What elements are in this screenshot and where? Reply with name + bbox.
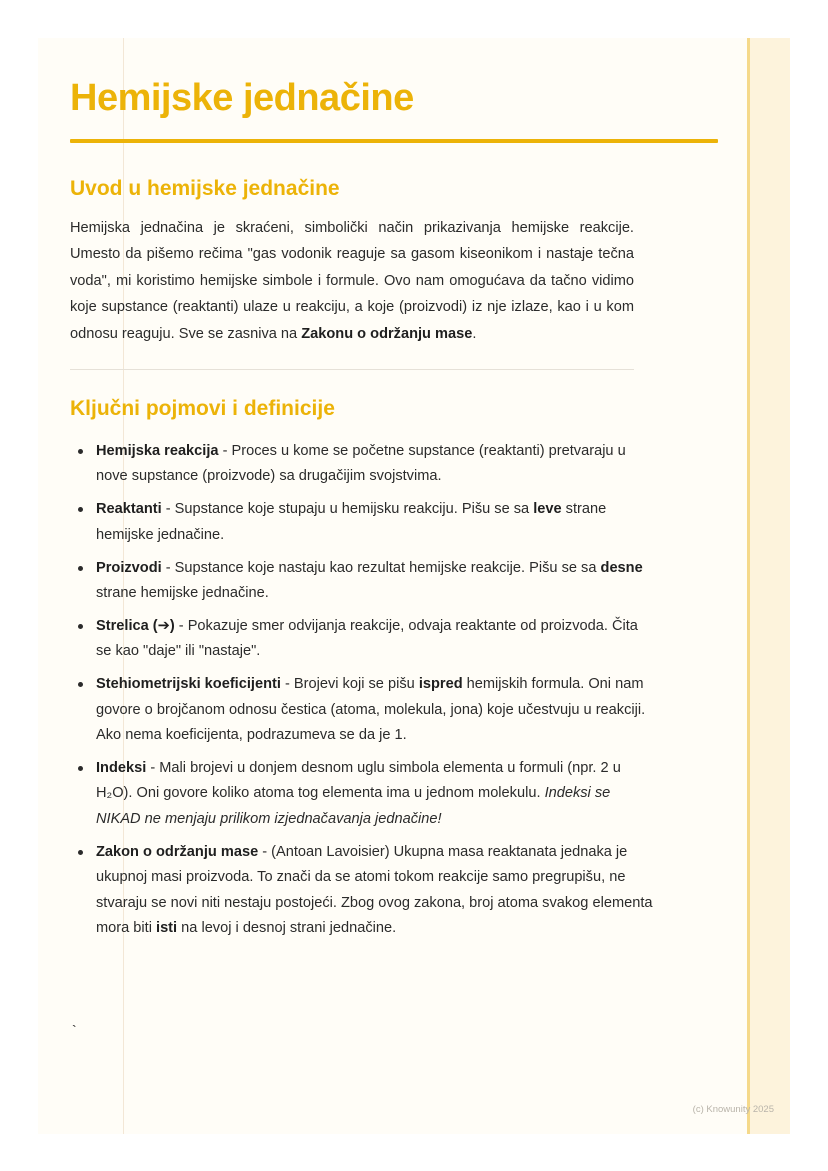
- list-item: [96, 556, 656, 607]
- term: Stehiometrijski koeficijenti: [96, 676, 281, 693]
- term: Hemijska reakcija: [96, 443, 219, 460]
- definition-bold: ispred: [418, 676, 463, 693]
- definition: - Mali brojevi u donjem desnom uglu simbola elementa u formuli (npr. 2 u H₂O). Oni govore koliko atoma tog elementa ima u jednom molekulu.: [96, 760, 621, 802]
- page-title: Hemijske jednačine: [70, 77, 414, 119]
- intro-bold-law: Zakonu o održanju mase: [301, 325, 473, 342]
- list-item: [96, 840, 656, 942]
- definition-bold: desne: [600, 559, 643, 576]
- term: Proizvodi: [96, 559, 162, 576]
- section-divider: [70, 369, 634, 370]
- definition: - Proces u kome se početne supstance (reaktanti) pretvaraju u nove supstance (proizvode) sa drugačijim svojstvima.: [96, 443, 626, 485]
- title-underline: [70, 139, 718, 143]
- copyright-footer: (c) Knowunity 2025: [692, 1104, 774, 1115]
- term: Strelica (➔): [96, 617, 175, 634]
- definition-italic: Indeksi se NIKAD ne menjaju prilikom izjednačavanja jednačine!: [96, 785, 611, 827]
- section-heading-definitions: Ključni pojmovi i definicije: [70, 397, 335, 421]
- definition: - Brojevi koji se pišu: [280, 676, 419, 693]
- stray-backtick: `: [72, 1022, 77, 1038]
- list-item: [96, 756, 656, 832]
- definition: na levoj i desnoj strani jednačine.: [177, 919, 397, 936]
- definition: - Supstance koje nastaju kao rezultat hemijske reakcije. Pišu se sa: [161, 559, 601, 576]
- list-item: [96, 614, 656, 665]
- definitions-list: [70, 439, 656, 941]
- side-stripe-line: [747, 38, 750, 1134]
- definition: hemijskih formula. Oni nam govore o brojčanom odnosu čestica (atoma, molekula, jona) koje učestvuju u reakciji. Ako nema koeficijenta, podrazumeva se da je 1.: [96, 676, 646, 744]
- intro-end: .: [472, 325, 477, 342]
- term: Indeksi: [96, 760, 147, 776]
- document-page: [38, 38, 790, 1134]
- definition: - (Antoan Lavoisier) Ukupna masa reaktanata jednaka je ukupnoj masi proizvoda. To znači da se atomi tokom reakcije samo pregrupišu, ne stvaraju se novi niti nestaju postojeći. Zbog ovog zakona, broj atoma svakog elementa mora biti: [96, 843, 653, 936]
- list-item: [96, 497, 656, 548]
- side-stripe: [747, 38, 790, 1134]
- list-item: [96, 439, 656, 490]
- definition-bold: leve: [533, 501, 562, 518]
- definition: strane hemijske jednačine.: [96, 585, 269, 602]
- term: Reaktanti: [96, 501, 162, 518]
- content: [70, 74, 716, 949]
- definition: strane hemijske jednačine.: [96, 501, 607, 543]
- list-item: [96, 672, 656, 748]
- intro-paragraph: [70, 215, 634, 347]
- definition: - Pokazuje smer odvijanja reakcije, odvaja reaktante od proizvoda. Čita se kao "daje" ili "nastaje".: [96, 617, 638, 660]
- definition: - Supstance koje stupaju u hemijsku reakciju. Pišu se sa: [161, 501, 534, 518]
- term: Zakon o održanju mase: [96, 843, 259, 860]
- intro-text: Hemijska jednačina je skraćeni, simbolički način prikazivanja hemijske reakcije. Umesto da pišemo rečima "gas vodonik reaguje sa gasom kiseonikom i nastaje tečna voda", mi koristimo hemijske simbole i formule. Ovo nam omogućava da tačno vidimo koje supstance (reaktanti) ulaze u reakciju, a koje (proizvodi) iz nje izlaze, kao i u kom odnosu reaguju. Sve se zasniva na: [70, 220, 634, 342]
- section-heading-intro: Uvod u hemijske jednačine: [70, 177, 340, 200]
- definition-bold: isti: [156, 919, 178, 936]
